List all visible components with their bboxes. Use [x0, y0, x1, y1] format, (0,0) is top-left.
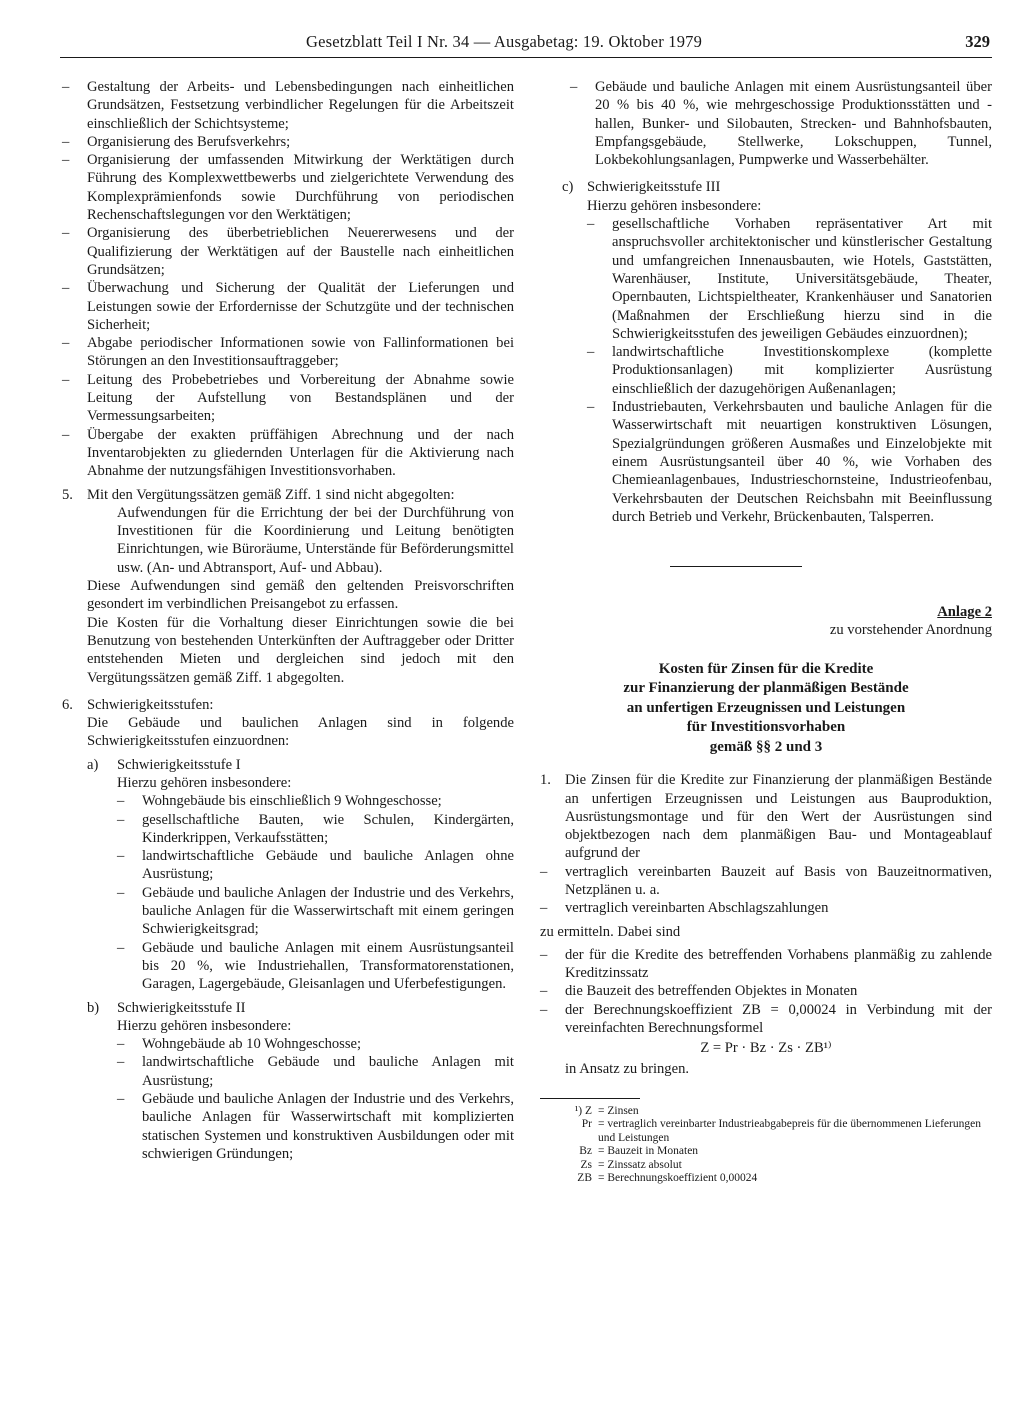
- list-item: – Wohngebäude ab 10 Wohngeschosse;: [117, 1035, 514, 1053]
- footnote-text: = Zinsen: [598, 1104, 639, 1117]
- list-item: – Abgabe periodischer Informationen sowie von Fallinformationen bei Störungen an den Investitionsauftraggeber;: [62, 334, 514, 371]
- footnote-key: ¹) Z: [574, 1104, 592, 1117]
- list-item: – Überwachung und Sicherung der Qualität der Lieferungen und Leistungen sowie der Erfordernisse der Schutzgüte und der technischen Sicherheit;: [62, 279, 514, 334]
- list-item: – der Berechnungskoeffizient ZB = 0,00024 in Verbindung mit der vereinfachten Berechnungsformel: [540, 1001, 992, 1038]
- subsection-c: [540, 178, 992, 196]
- annex-title-line: an unfertigen Erzeugnissen und Leistungen: [626, 699, 906, 716]
- paragraph: Die Kosten für die Vorhaltung dieser Einrichtungen sowie die bei Benutzung von bestehenden Unterkünften der Auftraggeber oder Dritter entstehenden Mieten und dergleichen sind jedoch mit den Vergütungssätzen gemäß Ziff. 1 abgegolten.: [87, 614, 514, 686]
- paragraph: Diese Aufwendungen sind gemäß den geltenden Preisvorschriften gesondert im verbindlichen Preisangebot zu erfassen.: [87, 578, 514, 613]
- annex-item-1: [540, 771, 992, 862]
- list-item: – Wohngebäude bis einschließlich 9 Wohngeschosse;: [117, 792, 514, 810]
- subsection-b: [62, 999, 514, 1017]
- paragraph: Hierzu gehören insbesondere:: [117, 774, 292, 791]
- list-item: – Gestaltung der Arbeits- und Lebensbedingungen nach einheitlichen Grundsätzen, Festsetzung verbindlicher Regelungen für die Arbeitszeit einschließlich der Schichtsysteme;: [62, 78, 514, 133]
- section-6: [62, 696, 514, 714]
- list-item: – der für die Kredite des betreffenden Vorhabens planmäßig zu zahlende Kreditzinssatz: [540, 946, 992, 983]
- annex-title-line: Kosten für Zinsen für die Kredite: [658, 660, 874, 677]
- footnote: [540, 1159, 992, 1173]
- paragraph: in Ansatz zu bringen.: [565, 1060, 690, 1077]
- paragraph: Hierzu gehören insbesondere:: [587, 197, 762, 214]
- list-item: – Gebäude und bauliche Anlagen der Industrie und des Verkehrs, bauliche Anlagen für Wasserwirtschaft mit komplizierten statischen Systemen und konstruktiven Ausbildungen oder mit schwierigen Gründungen;: [117, 1090, 514, 1163]
- footnote: [540, 1118, 992, 1145]
- annex-title-line: für Investitionsvorhaben: [686, 719, 846, 736]
- list-item: – Leitung des Probebetriebes und Vorbereitung der Abnahme sowie Leitung der Aufstellung von Bestandsplänen und der Vermessungsarbeiten;: [62, 371, 514, 426]
- footnote-text: = vertraglich vereinbarter Industrieabgabepreis für die übernommenen Lieferungen und Leistungen: [598, 1118, 981, 1144]
- left-column: [62, 78, 514, 1163]
- section-number: 6.: [62, 696, 73, 713]
- list-item: – Gebäude und bauliche Anlagen mit einem Ausrüstungsanteil über 20 % bis 40 %, wie mehrgeschossige Produktionsstätten und -hallen, Bunker- und Silobauten, Strecken- und Bahnhofsbauten, Empfangsgebäude, Stellwerke, Lokschuppen, Tunnel, Lokbekohlungsanlagen, Pumpwerke und Wasserbehälter.: [570, 78, 992, 169]
- list-item: – Gebäude und bauliche Anlagen der Industrie und des Verkehrs, bauliche Anlagen für die Wasserwirtschaft mit einem geringen Schwierigkeitsgrad;: [117, 884, 514, 939]
- section-divider: [670, 566, 802, 567]
- list-item: – die Bauzeit des betreffenden Objektes in Monaten: [540, 982, 992, 1000]
- paragraph: Die Zinsen für die Kredite zur Finanzierung der planmäßigen Bestände an unfertigen Erzeugnissen und Leistungen aus Bauproduktion, Ausrüstungsmontage und für den Wert der Ausrüstungen sind objektbezogen nach dem planmäßigen Bau- und Montageablauf aufgrund der: [565, 772, 992, 862]
- list-item: – vertraglich vereinbarten Bauzeit auf Basis von Bauzeitnormativen, Netzplänen u. a.: [540, 863, 992, 900]
- section-number: 1.: [540, 772, 551, 789]
- list-item: – Übergabe der exakten prüffähigen Abrechnung und der nach Inventarobjekten zu gliedernden Unterlagen für die Aktivierung nach Abnahme der nutzungsfähigen Investitionsvorhaben.: [62, 426, 514, 481]
- footnote-text: = Berechnungskoeffizient 0,00024: [598, 1172, 758, 1185]
- annex-subtitle: zu vorstehender Anordnung: [829, 622, 992, 639]
- subsection-head: Schwierigkeitsstufe II: [117, 999, 246, 1016]
- list-item: – Organisierung der umfassenden Mitwirkung der Werktätigen durch Führung des Komplexwettbewerbs und zielgerichtete Verwendung des Komplexprämienfonds sowie Durchführung von periodischen Rechenschaftslegungen vor den Werktätigen;: [62, 151, 514, 224]
- list-item: – landwirtschaftliche Gebäude und bauliche Anlagen mit Ausrüstung;: [117, 1053, 514, 1090]
- subsection-head: Schwierigkeitsstufe I: [117, 756, 241, 773]
- list-item: – Organisierung des überbetrieblichen Neuererwesens und der Qualifizierung der Werktätigen auf der Baustelle nach einheitlichen Grundsätzen;: [62, 224, 514, 279]
- formula: Z = Pr · Bz · Zs · ZB¹⁾: [700, 1040, 832, 1057]
- page-number: 329: [965, 32, 990, 51]
- footnote-key: Zs: [580, 1158, 592, 1171]
- list-item: – vertraglich vereinbarten Abschlagszahlungen: [540, 899, 992, 917]
- footnote-divider: [540, 1098, 640, 1099]
- list-item: – Organisierung des Berufsverkehrs;: [62, 133, 514, 151]
- subsection-label: a): [87, 756, 99, 773]
- page-header: [60, 33, 992, 58]
- paragraph: Die Gebäude und baulichen Anlagen sind in folgende Schwierigkeitsstufen einzuordnen:: [87, 715, 514, 750]
- paragraph: Aufwendungen für die Errichtung der bei der Durchführung von Investitionen für die Koordinierung und Leitung benötigten Einrichtungen, wie Büroräume, Unterstände für Beförderungsmittel usw. (An- und Abtransport, Auf- und Abbau).: [117, 504, 514, 576]
- section-head: Schwierigkeitsstufen:: [87, 696, 214, 713]
- annex-title-line: zur Finanzierung der planmäßigen Bestände: [623, 680, 909, 697]
- paragraph: zu ermitteln. Dabei sind: [540, 923, 681, 940]
- list-item: – Industriebauten, Verkehrsbauten und bauliche Anlagen für die Wasserwirtschaft mit neuartigen konstruktiven Lösungen, Spezialgründungen größeren Ausmaßes und Einzelobjekte mit einem Ausrüstungsanteil über 40 %, wie Vorhaben des Chemieanlagenbaues, Industrieschornsteine, Industrieofenbau, Verkehrsbauten der Deutschen Reichsbahn mit Beeinflussung durch Betrieb und Verkehr, Brückenbauten, Talsperren.: [587, 398, 992, 526]
- annex-title-line: gemäß §§ 2 und 3: [709, 738, 823, 755]
- subsection-label: c): [562, 179, 574, 196]
- annex-label: Anlage 2: [937, 604, 992, 621]
- annex-title: [540, 660, 992, 758]
- subsection-label: b): [87, 999, 100, 1016]
- footnote: [540, 1145, 992, 1159]
- footnote-key: ZB: [577, 1172, 592, 1185]
- header-title: Gesetzblatt Teil I Nr. 34 — Ausgabetag: 19. Oktober 1979: [306, 32, 703, 51]
- subsection-head: Schwierigkeitsstufe III: [587, 179, 721, 196]
- list-item: – gesellschaftliche Bauten, wie Schulen, Kindergärten, Kinderkrippen, Verkaufsstätten;: [117, 811, 514, 848]
- footnote-key: Bz: [579, 1145, 592, 1158]
- section-number: 5.: [62, 486, 73, 503]
- list-item: – Gebäude und bauliche Anlagen mit einem Ausrüstungsanteil bis 20 %, wie Industriehallen, Transformatorenstationen, Garagen, Lagergebäude, Gleisanlagen und Uferbefestigungen.: [117, 939, 514, 994]
- footnote-text: = Bauzeit in Monaten: [598, 1145, 699, 1158]
- list-item: – gesellschaftliche Vorhaben repräsentativer Art mit anspruchsvoller architektonischer und künstlerischer Gestaltung und umfangreichen Innenausbauten, wie Hotels, Gaststätten, Warenhäuser, Institute, Universitätsgebäude, Theater, Opernbauten, Lichtspieltheater, Krankenhäuser und Sanatorien (Maßnahmen der Erschließung hierzu sind in die Schwierigkeitsstufen des jeweiligen Gebäudes einzuordnen);: [587, 215, 992, 343]
- paragraph: Hierzu gehören insbesondere:: [117, 1017, 292, 1034]
- footnote: [540, 1172, 992, 1186]
- list-item: – landwirtschaftliche Investitionskomplexe (komplette Produktionsanlagen) mit komplizierter Ausrüstung einschließlich der dazugehörigen Außenanlagen;: [587, 343, 992, 398]
- list-item: – landwirtschaftliche Gebäude und bauliche Anlagen ohne Ausrüstung;: [117, 847, 514, 884]
- right-column: [540, 78, 992, 1186]
- footnote: [540, 1105, 992, 1119]
- subsection-a: [62, 756, 514, 774]
- footnote-key: Pr: [581, 1118, 592, 1131]
- section-head: Mit den Vergütungssätzen gemäß Ziff. 1 sind nicht abgegolten:: [87, 486, 455, 503]
- footnote-text: = Zinssatz absolut: [598, 1158, 682, 1171]
- section-5: [62, 486, 514, 504]
